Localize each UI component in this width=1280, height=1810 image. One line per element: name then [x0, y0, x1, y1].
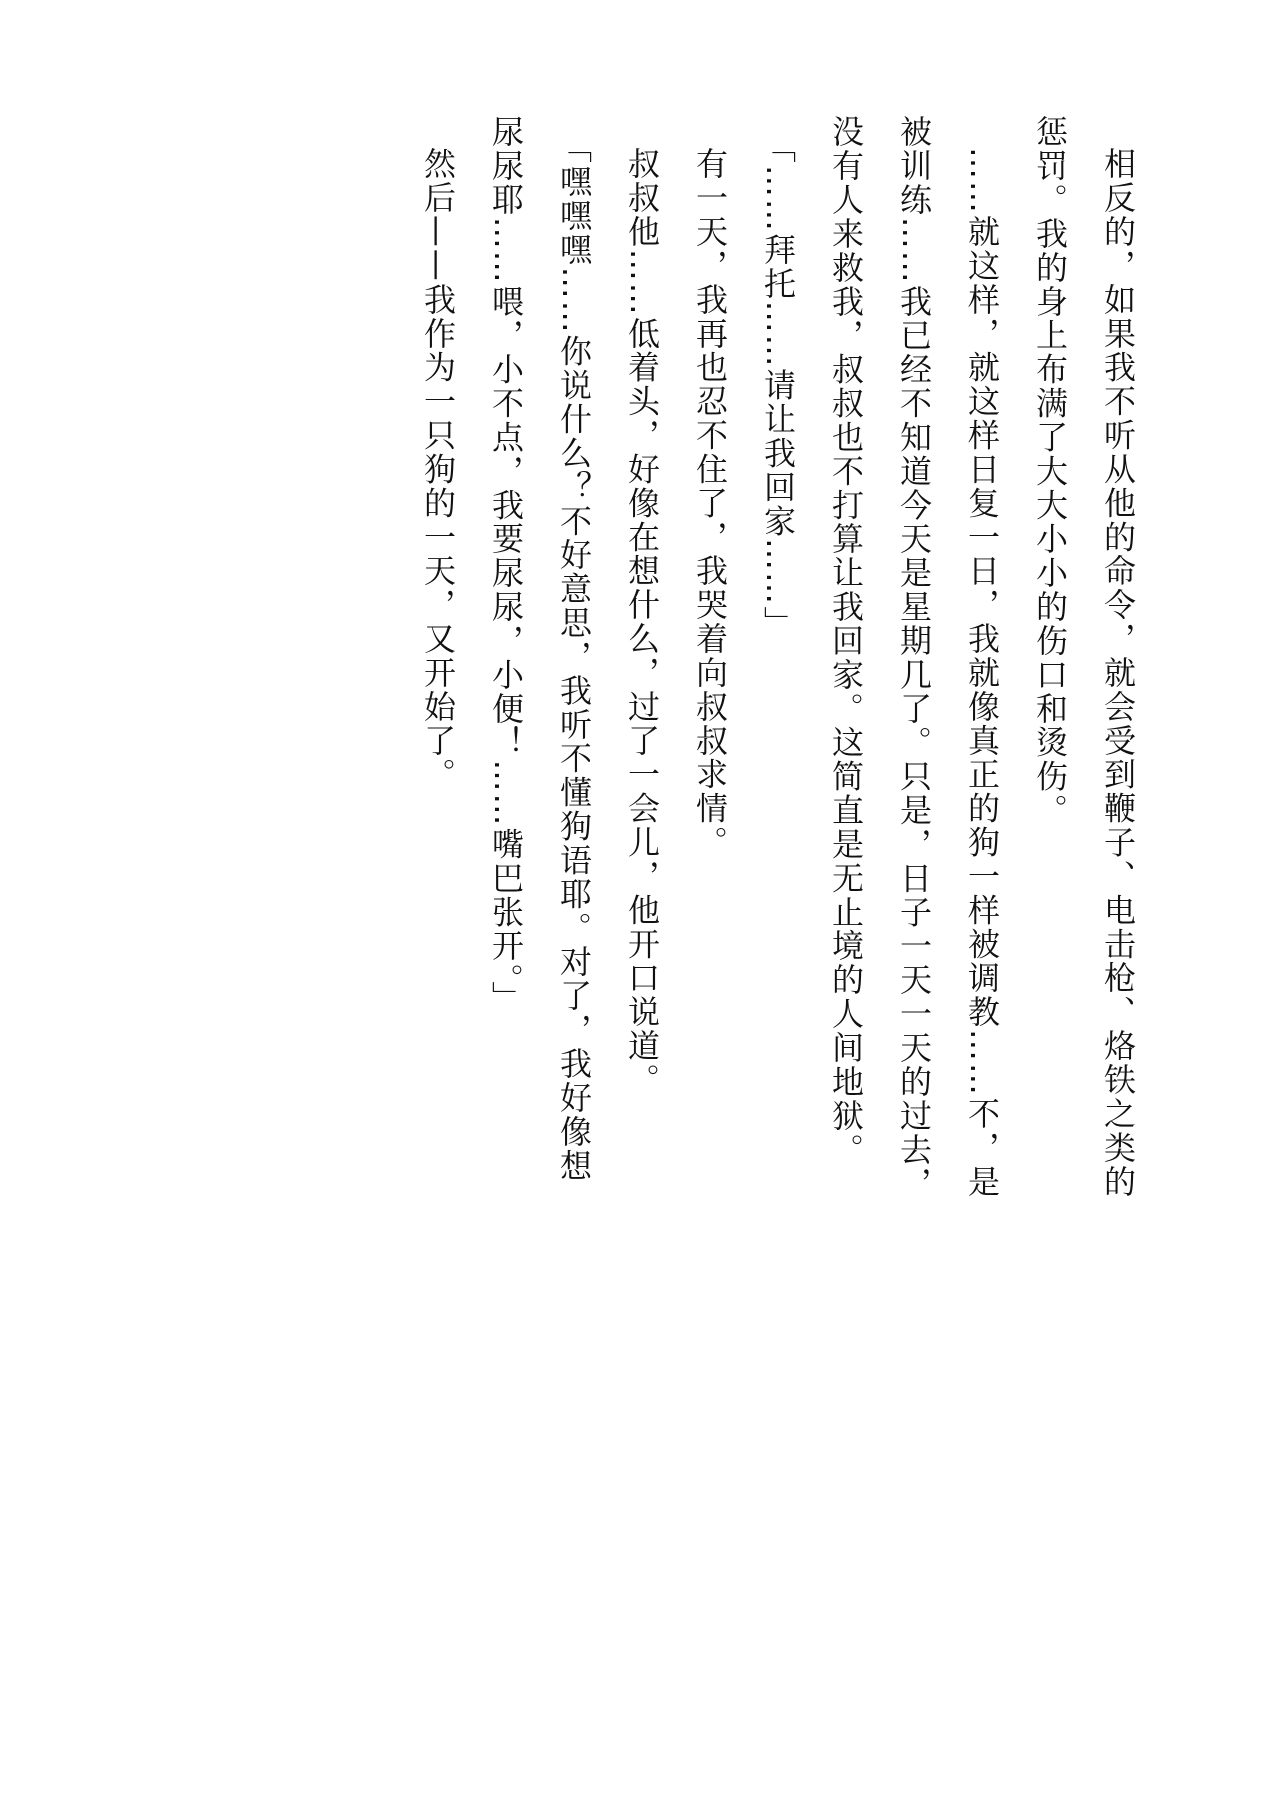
vertical-text-body [404, 115, 1152, 1215]
paragraph-4: 叔叔他……低着头，好像在想什么，过了一会儿，他开口说道。 [623, 147, 661, 1097]
paragraph-2: ……就这样，就这样日复一日，我就像真正的狗一样被调教……不，是被训练……我已经不知道今天是星期几了。只是，日子一天一天的过去，没有人来救我，叔叔也不打算让我回家。这简直是无止境的人间地狱。 [827, 115, 1001, 1201]
dialogue-1: 「……拜托……请让我回家……」 [759, 131, 797, 640]
paragraph-5: 然后——我作为一只狗的一天，又开始了。 [419, 147, 457, 792]
dialogue-2: 「嘿嘿嘿……你说什么？不好意思，我听不懂狗语耶。对了，我好像想尿尿耶……喂，小不点，我要尿尿，小便！……嘴巴张开。」 [487, 115, 593, 1183]
paragraph-1: 相反的，如果我不听从他的命令，就会受到鞭子、电击枪、烙铁之类的惩罚。我的身上布满了大大小小的伤口和烫伤。 [1031, 115, 1137, 1199]
paragraph-3: 有一天，我再也忍不住了，我哭着向叔叔求情。 [691, 147, 729, 860]
